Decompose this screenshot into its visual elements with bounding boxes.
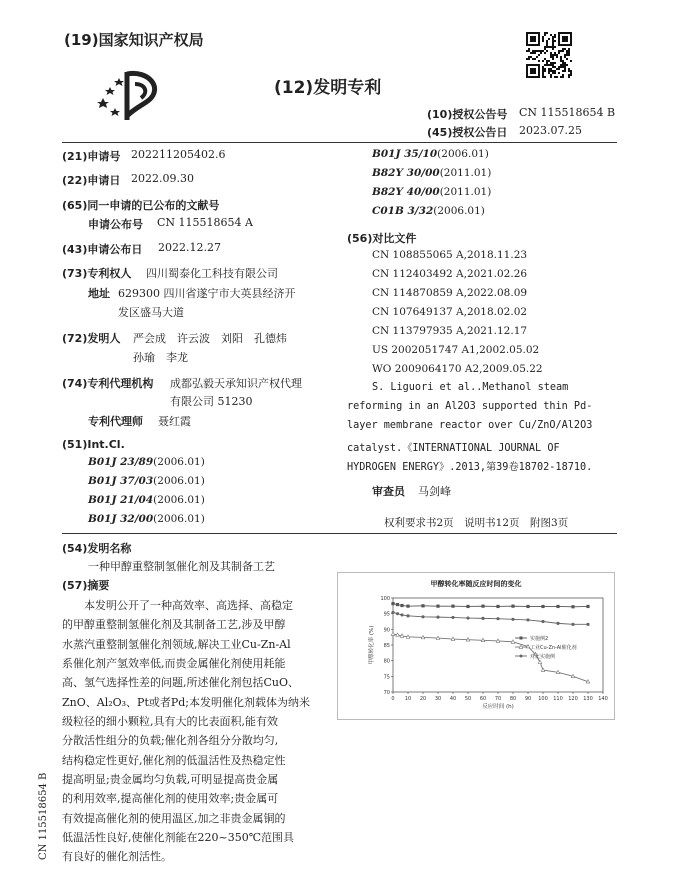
- intcl-date: (2011.01): [439, 167, 492, 179]
- abstract-line: 的利用效率,提高催化剂的使用效率;贵金属可: [62, 792, 279, 805]
- grant-no: CN 115518654 B: [519, 106, 616, 119]
- grant-no-label: (10)授权公告号: [427, 108, 508, 121]
- intcl-code: B82Y 30/00: [372, 167, 440, 179]
- data-point: [406, 614, 409, 617]
- abstract-label: (57)摘要: [62, 579, 110, 592]
- intcl-code: B01J 37/03: [88, 475, 154, 487]
- conversion-chart: [337, 572, 615, 720]
- intcl-date: (2006.01): [437, 148, 489, 160]
- data-point: [571, 605, 574, 608]
- y-tick-label: 70: [383, 690, 390, 696]
- examiner-label: 审查员: [372, 485, 405, 498]
- abstract-line: 级粒径的细小颗粒,具有大的比表面积,能有效: [62, 715, 278, 728]
- nonpatent-line: catalyst.《INTERNATIONAL JOURNAL OF: [347, 443, 560, 454]
- intcl-label: (51)Int.Cl.: [62, 438, 125, 451]
- invention-title: 一种甲醇重整制氢催化剂及其制备工艺: [88, 560, 275, 573]
- intcl-code: B01J 21/04: [88, 494, 154, 506]
- abstract-line: 有效提高催化剂的使用温区,加之非贵金属铜的: [62, 812, 286, 825]
- x-tick-label: 120: [568, 696, 578, 702]
- intcl-item: [88, 456, 205, 468]
- data-point: [586, 605, 589, 608]
- address-line-1: 629300 四川省遂宁市大英县经济开: [118, 287, 296, 300]
- data-point: [436, 605, 439, 608]
- patentee-label: (73)专利权人: [62, 267, 132, 280]
- x-tick-label: 80: [509, 696, 517, 702]
- intcl-date: (2011.01): [439, 186, 492, 198]
- pub-date: 2022.12.27: [158, 241, 221, 254]
- address-label: 地址: [88, 287, 110, 300]
- body-divider: [62, 533, 617, 534]
- legend-label: 工业Cu-Zn-Al催化剂: [530, 645, 577, 651]
- agent-label: 专利代理师: [88, 415, 143, 428]
- data-point: [400, 613, 403, 616]
- data-point: [391, 602, 394, 605]
- reference-item: US 2002051747 A1,2002.05.02: [372, 344, 540, 356]
- x-tick-label: 140: [598, 696, 608, 702]
- intcl-code: B01J 23/89: [88, 456, 154, 468]
- data-point: [466, 605, 469, 608]
- data-point: [451, 605, 454, 608]
- app-no-label: (21)申请号: [62, 150, 121, 163]
- app-no: 202211205402.6: [131, 148, 226, 161]
- x-tick-label: 100: [538, 696, 548, 702]
- side-publication-number: CN 115518654 B: [38, 772, 49, 860]
- title-label: (54)发明名称: [62, 542, 132, 555]
- x-tick-label: 0: [391, 696, 395, 702]
- data-point: [586, 623, 589, 626]
- x-tick-label: 40: [449, 696, 457, 702]
- reference-item: WO 2009064170 A2,2009.05.22: [372, 363, 543, 375]
- y-tick-label: 80: [383, 658, 390, 665]
- nonpatent-line: layer membrane reactor over Cu/ZnO/Al2O3: [347, 420, 593, 431]
- cnipa-logo-icon: [97, 68, 161, 124]
- intcl-item: [372, 186, 491, 198]
- abstract-line: 提高明显;贵金属均匀负载,可明显提高贵金属: [62, 773, 279, 786]
- abstract-line: 的甲醇重整制氢催化剂及其制备工艺,涉及甲醇: [62, 618, 286, 631]
- data-point: [396, 612, 399, 615]
- data-point: [556, 605, 559, 608]
- abstract-line: 本发明公开了一种高效率、高选择、高稳定: [62, 599, 293, 612]
- x-axis-label: 反应时间 (h): [482, 704, 514, 710]
- intcl-item: [88, 513, 205, 525]
- inventors-label: (72)发明人: [62, 332, 121, 345]
- data-point: [571, 623, 574, 626]
- x-tick-label: 60: [479, 696, 487, 702]
- data-point: [421, 604, 424, 607]
- x-tick-label: 110: [553, 696, 563, 702]
- agent: 聂红霞: [158, 415, 191, 428]
- y-tick-label: 100: [380, 596, 390, 602]
- abstract-line: 水蒸汽重整制氢催化剂领域,解决工业Cu-Zn-Al: [62, 638, 291, 651]
- x-tick-label: 20: [419, 696, 427, 702]
- nonpatent-line: S. Liguori et al..Methanol steam: [372, 382, 569, 393]
- intcl-item: [372, 205, 485, 217]
- data-point: [481, 617, 484, 620]
- intcl-item: [372, 148, 489, 160]
- grant-date-label: (45)授权公告日: [427, 126, 508, 139]
- data-point: [421, 615, 424, 618]
- abstract-line: 分散活性组分的负载;催化剂各组分分散均匀,: [62, 734, 279, 747]
- app-date: 2022.09.30: [131, 172, 194, 185]
- data-point: [436, 616, 439, 619]
- examiner: 马剑峰: [418, 485, 451, 498]
- pub-no-label: 申请公布号: [88, 218, 143, 231]
- same-app-label: (65)同一申请的已公布的文献号: [62, 199, 220, 212]
- inventors-line-2: 孙瑜 李龙: [133, 351, 188, 364]
- data-point: [466, 616, 469, 619]
- data-point: [481, 605, 484, 608]
- data-point: [526, 605, 529, 608]
- nonpatent-line: HYDROGEN ENERGY》.2013,第39卷18702-18710.: [347, 462, 593, 473]
- y-tick-label: 85: [383, 643, 390, 649]
- patentee: 四川蜀泰化工科技有限公司: [146, 267, 278, 280]
- x-tick-label: 10: [404, 696, 412, 702]
- intcl-code: B82Y 40/00: [372, 186, 440, 198]
- pub-date-label: (43)申请公布日: [62, 243, 143, 256]
- address-line-2: 发区盛马大道: [118, 306, 184, 319]
- data-point: [541, 620, 544, 623]
- intcl-date: (2006.01): [153, 475, 205, 487]
- intcl-date: (2006.01): [153, 494, 205, 506]
- intcl-item: [88, 475, 205, 487]
- intcl-code: C01B 3/32: [372, 205, 434, 217]
- intcl-date: (2006.01): [153, 513, 205, 525]
- document-type: (12)发明专利: [274, 78, 382, 98]
- reference-item: CN 114870859 A,2022.08.09: [372, 287, 528, 299]
- x-tick-label: 130: [583, 696, 593, 702]
- header-divider: [62, 142, 617, 143]
- legend-label: 对比实施例: [530, 654, 556, 660]
- agency-line-2: 有限公司 51230: [170, 395, 253, 408]
- y-tick-label: 75: [383, 674, 390, 681]
- x-tick-label: 90: [524, 696, 532, 702]
- legend-label: 实施例2: [530, 636, 549, 642]
- nonpatent-line: reforming in an Al2O3 supported thin Pd-: [347, 401, 593, 412]
- data-point: [541, 605, 544, 608]
- office-name: (19)国家知识产权局: [64, 31, 204, 49]
- page-counts: 权利要求书2页 说明书12页 附图3页: [384, 517, 569, 529]
- data-point: [396, 603, 399, 606]
- x-tick-label: 50: [464, 696, 472, 702]
- abstract-line: 结构稳定性更好,催化剂的低温活性及热稳定性: [62, 754, 286, 767]
- abstract-line: ZnO、Al₂O₃、Pt或者Pd;本发明催化剂载体为纳米: [62, 696, 311, 709]
- agency-label: (74)专利代理机构: [62, 377, 154, 390]
- pub-no: CN 115518654 A: [157, 216, 253, 229]
- x-tick-label: 70: [494, 696, 502, 702]
- chart-title: 甲醇转化率随反应时间的变化: [430, 580, 522, 588]
- qr-code-icon: [526, 32, 572, 78]
- reference-item: CN 113797935 A,2021.12.17: [372, 325, 528, 337]
- abstract-line: 系催化剂产氢效率低,而贵金属催化剂使用耗能: [62, 657, 286, 670]
- data-point: [406, 605, 409, 608]
- agency-line-1: 成都弘毅天承知识产权代理: [170, 377, 302, 390]
- legend-marker: [520, 637, 523, 640]
- grant-date: 2023.07.25: [519, 124, 582, 137]
- data-point: [511, 605, 514, 608]
- data-point: [400, 604, 403, 607]
- abstract-line: 有良好的催化剂活性。: [62, 850, 172, 863]
- data-point: [511, 618, 514, 621]
- data-point: [556, 622, 559, 625]
- app-date-label: (22)申请日: [62, 174, 121, 187]
- data-point: [391, 611, 394, 614]
- intcl-code: B01J 32/00: [88, 513, 154, 525]
- intcl-date: (2006.01): [433, 205, 485, 217]
- intcl-item: [88, 494, 205, 506]
- reference-item: CN 107649137 A,2018.02.02: [372, 306, 528, 318]
- y-axis-label: 甲醇转化率 (%): [369, 625, 375, 665]
- y-tick-label: 90: [383, 627, 390, 634]
- reference-item: CN 108855065 A,2018.11.23: [372, 249, 528, 261]
- data-point: [451, 616, 454, 619]
- abstract-line: 高、氢气选择性差的问题,所述催化剂包括CuO、: [62, 676, 300, 689]
- intcl-code: B01J 35/10: [372, 148, 438, 160]
- intcl-item: [372, 167, 491, 179]
- data-point: [526, 618, 529, 621]
- abstract-line: 低温活性良好,使催化剂能在220~350℃范围具: [62, 831, 295, 844]
- reference-item: CN 112403492 A,2021.02.26: [372, 268, 528, 280]
- legend-marker: [520, 655, 523, 658]
- intcl-date: (2006.01): [153, 456, 205, 468]
- x-tick-label: 30: [434, 696, 442, 702]
- y-tick-label: 95: [383, 611, 390, 618]
- inventors-line-1: 严会成 许云波 刘阳 孔德炜: [133, 332, 287, 345]
- data-point: [496, 617, 499, 620]
- data-point: [496, 605, 499, 608]
- refs-label: (56)对比文件: [347, 232, 417, 245]
